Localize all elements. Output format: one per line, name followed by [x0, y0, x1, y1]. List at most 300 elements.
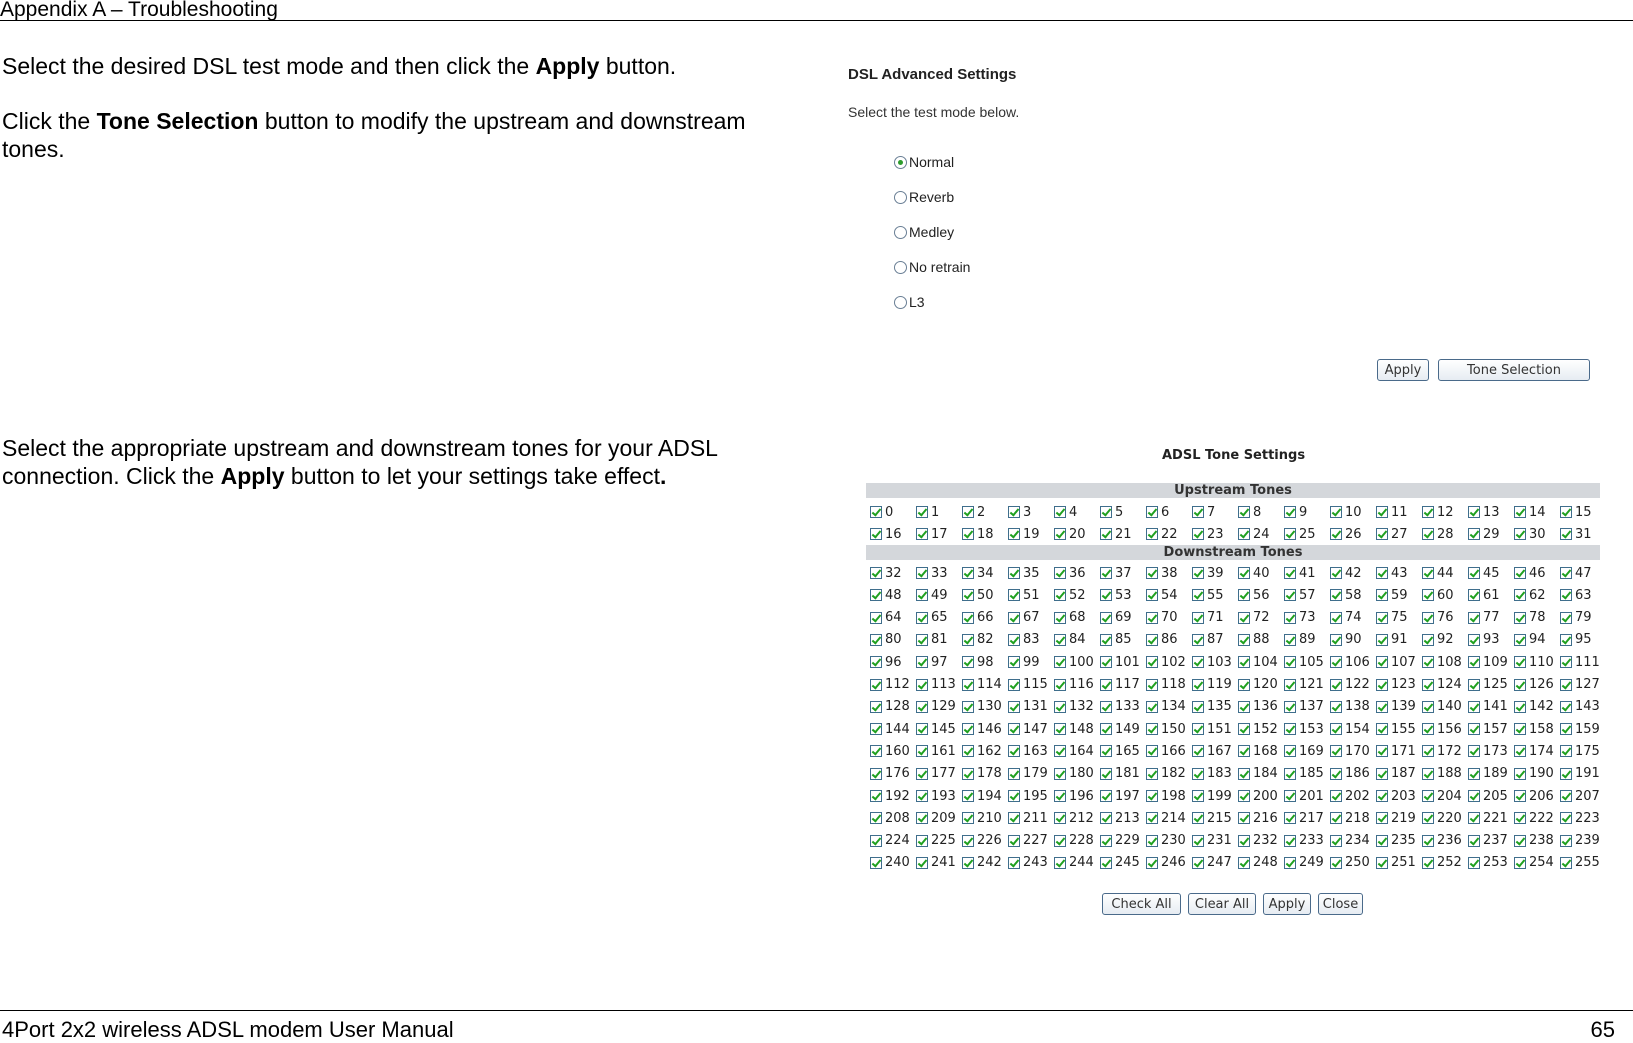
checkbox-checked-icon[interactable] [1100, 835, 1112, 847]
checkbox-checked-icon[interactable] [1514, 835, 1526, 847]
checkbox-checked-icon[interactable] [1560, 612, 1572, 624]
checkbox-checked-icon[interactable] [916, 634, 928, 646]
tone-option-240[interactable] [870, 854, 910, 872]
tone-apply-button[interactable]: Apply [1263, 893, 1311, 915]
tone-option-46[interactable] [1514, 564, 1546, 582]
tone-option-171[interactable] [1376, 742, 1416, 760]
tone-option-66[interactable] [962, 609, 994, 627]
tone-option-145[interactable] [916, 720, 956, 738]
checkbox-checked-icon[interactable] [1192, 506, 1204, 518]
tone-option-138[interactable] [1330, 698, 1370, 716]
tone-option-187[interactable] [1376, 765, 1416, 783]
checkbox-checked-icon[interactable] [870, 589, 882, 601]
checkbox-checked-icon[interactable] [1284, 567, 1296, 579]
tone-option-17[interactable] [916, 525, 948, 543]
checkbox-checked-icon[interactable] [1560, 656, 1572, 668]
tone-option-191[interactable] [1560, 765, 1600, 783]
checkbox-checked-icon[interactable] [1514, 679, 1526, 691]
tone-option-57[interactable] [1284, 586, 1316, 604]
checkbox-checked-icon[interactable] [870, 723, 882, 735]
tone-option-99[interactable] [1008, 653, 1040, 671]
checkbox-checked-icon[interactable] [916, 745, 928, 757]
checkbox-checked-icon[interactable] [1054, 634, 1066, 646]
checkbox-checked-icon[interactable] [962, 812, 974, 824]
checkbox-checked-icon[interactable] [1422, 723, 1434, 735]
checkbox-checked-icon[interactable] [1376, 567, 1388, 579]
checkbox-checked-icon[interactable] [1192, 634, 1204, 646]
tone-option-44[interactable] [1422, 564, 1454, 582]
checkbox-checked-icon[interactable] [1192, 567, 1204, 579]
checkbox-checked-icon[interactable] [1560, 701, 1572, 713]
checkbox-checked-icon[interactable] [1468, 723, 1480, 735]
tone-option-159[interactable] [1560, 720, 1600, 738]
tone-option-249[interactable] [1284, 854, 1324, 872]
checkbox-checked-icon[interactable] [1238, 612, 1250, 624]
checkbox-checked-icon[interactable] [870, 857, 882, 869]
tone-option-56[interactable] [1238, 586, 1270, 604]
checkbox-checked-icon[interactable] [1376, 835, 1388, 847]
checkbox-checked-icon[interactable] [1238, 656, 1250, 668]
tone-option-131[interactable] [1008, 698, 1048, 716]
tone-option-237[interactable] [1468, 832, 1508, 850]
checkbox-checked-icon[interactable] [1192, 768, 1204, 780]
tone-option-127[interactable] [1560, 676, 1600, 694]
radio-icon[interactable] [894, 191, 907, 204]
checkbox-checked-icon[interactable] [1468, 857, 1480, 869]
checkbox-checked-icon[interactable] [1560, 768, 1572, 780]
checkbox-checked-icon[interactable] [1100, 745, 1112, 757]
tone-option-73[interactable] [1284, 609, 1316, 627]
tone-option-7[interactable] [1192, 503, 1215, 521]
tone-option-91[interactable] [1376, 631, 1408, 649]
checkbox-checked-icon[interactable] [1146, 589, 1158, 601]
tone-option-130[interactable] [962, 698, 1002, 716]
checkbox-checked-icon[interactable] [870, 634, 882, 646]
tone-option-136[interactable] [1238, 698, 1278, 716]
tone-option-219[interactable] [1376, 809, 1416, 827]
checkbox-checked-icon[interactable] [1514, 589, 1526, 601]
checkbox-checked-icon[interactable] [1284, 679, 1296, 691]
tone-option-98[interactable] [962, 653, 994, 671]
tone-option-12[interactable] [1422, 503, 1454, 521]
tone-option-27[interactable] [1376, 525, 1408, 543]
tone-option-192[interactable] [870, 787, 910, 805]
checkbox-checked-icon[interactable] [1330, 528, 1342, 540]
tone-option-93[interactable] [1468, 631, 1500, 649]
tone-option-23[interactable] [1192, 525, 1224, 543]
checkbox-checked-icon[interactable] [1100, 857, 1112, 869]
checkbox-checked-icon[interactable] [1330, 567, 1342, 579]
tone-option-165[interactable] [1100, 742, 1140, 760]
checkbox-checked-icon[interactable] [1330, 679, 1342, 691]
checkbox-checked-icon[interactable] [1468, 506, 1480, 518]
checkbox-checked-icon[interactable] [1146, 701, 1158, 713]
tone-option-181[interactable] [1100, 765, 1140, 783]
tone-option-92[interactable] [1422, 631, 1454, 649]
tone-option-253[interactable] [1468, 854, 1508, 872]
checkbox-checked-icon[interactable] [1376, 634, 1388, 646]
tone-option-150[interactable] [1146, 720, 1186, 738]
tone-option-80[interactable] [870, 631, 902, 649]
checkbox-checked-icon[interactable] [1514, 567, 1526, 579]
tone-option-39[interactable] [1192, 564, 1224, 582]
tone-option-239[interactable] [1560, 832, 1600, 850]
checkbox-checked-icon[interactable] [1008, 656, 1020, 668]
checkbox-checked-icon[interactable] [870, 528, 882, 540]
checkbox-checked-icon[interactable] [1146, 634, 1158, 646]
checkbox-checked-icon[interactable] [916, 589, 928, 601]
tone-option-244[interactable] [1054, 854, 1094, 872]
tone-option-74[interactable] [1330, 609, 1362, 627]
tone-option-83[interactable] [1008, 631, 1040, 649]
tone-option-59[interactable] [1376, 586, 1408, 604]
tone-option-77[interactable] [1468, 609, 1500, 627]
checkbox-checked-icon[interactable] [916, 835, 928, 847]
checkbox-checked-icon[interactable] [962, 528, 974, 540]
checkbox-checked-icon[interactable] [1100, 612, 1112, 624]
checkbox-checked-icon[interactable] [1376, 589, 1388, 601]
tone-option-33[interactable] [916, 564, 948, 582]
checkbox-checked-icon[interactable] [1330, 656, 1342, 668]
tone-option-177[interactable] [916, 765, 956, 783]
tone-option-140[interactable] [1422, 698, 1462, 716]
tone-option-164[interactable] [1054, 742, 1094, 760]
checkbox-checked-icon[interactable] [1192, 745, 1204, 757]
checkbox-checked-icon[interactable] [1284, 723, 1296, 735]
tone-option-126[interactable] [1514, 676, 1554, 694]
checkbox-checked-icon[interactable] [870, 835, 882, 847]
tone-option-179[interactable] [1008, 765, 1048, 783]
checkbox-checked-icon[interactable] [962, 768, 974, 780]
tone-selection-button[interactable]: Tone Selection [1438, 359, 1590, 381]
tone-option-13[interactable] [1468, 503, 1500, 521]
tone-option-238[interactable] [1514, 832, 1554, 850]
tone-option-47[interactable] [1560, 564, 1592, 582]
checkbox-checked-icon[interactable] [870, 679, 882, 691]
checkbox-checked-icon[interactable] [1238, 857, 1250, 869]
checkbox-checked-icon[interactable] [1468, 790, 1480, 802]
checkbox-checked-icon[interactable] [1514, 634, 1526, 646]
checkbox-checked-icon[interactable] [1192, 790, 1204, 802]
tone-option-61[interactable] [1468, 586, 1500, 604]
tone-option-153[interactable] [1284, 720, 1324, 738]
checkbox-checked-icon[interactable] [1284, 506, 1296, 518]
tone-option-196[interactable] [1054, 787, 1094, 805]
tone-option-160[interactable] [870, 742, 910, 760]
checkbox-checked-icon[interactable] [1146, 790, 1158, 802]
radio-icon[interactable] [894, 261, 907, 274]
checkbox-checked-icon[interactable] [1238, 768, 1250, 780]
checkbox-checked-icon[interactable] [1468, 634, 1480, 646]
tone-option-212[interactable] [1054, 809, 1094, 827]
tone-option-0[interactable] [870, 503, 893, 521]
checkbox-checked-icon[interactable] [1376, 679, 1388, 691]
tone-option-86[interactable] [1146, 631, 1178, 649]
checkbox-checked-icon[interactable] [1008, 812, 1020, 824]
tone-option-50[interactable] [962, 586, 994, 604]
checkbox-checked-icon[interactable] [1008, 528, 1020, 540]
checkbox-checked-icon[interactable] [1560, 857, 1572, 869]
checkbox-checked-icon[interactable] [1192, 701, 1204, 713]
checkbox-checked-icon[interactable] [1560, 790, 1572, 802]
tone-option-193[interactable] [916, 787, 956, 805]
checkbox-checked-icon[interactable] [870, 768, 882, 780]
tone-option-254[interactable] [1514, 854, 1554, 872]
checkbox-checked-icon[interactable] [1422, 679, 1434, 691]
mode-option-medley[interactable]: Medley [894, 224, 954, 240]
tone-option-176[interactable] [870, 765, 910, 783]
tone-option-109[interactable] [1468, 653, 1508, 671]
checkbox-checked-icon[interactable] [916, 528, 928, 540]
tone-option-75[interactable] [1376, 609, 1408, 627]
checkbox-checked-icon[interactable] [916, 679, 928, 691]
tone-option-182[interactable] [1146, 765, 1186, 783]
checkbox-checked-icon[interactable] [1008, 723, 1020, 735]
checkbox-checked-icon[interactable] [1238, 679, 1250, 691]
tone-option-155[interactable] [1376, 720, 1416, 738]
tone-option-128[interactable] [870, 698, 910, 716]
tone-option-1[interactable] [916, 503, 939, 521]
checkbox-checked-icon[interactable] [1422, 634, 1434, 646]
tone-option-250[interactable] [1330, 854, 1370, 872]
checkbox-checked-icon[interactable] [1192, 528, 1204, 540]
checkbox-checked-icon[interactable] [870, 701, 882, 713]
checkbox-checked-icon[interactable] [1054, 857, 1066, 869]
checkbox-checked-icon[interactable] [1422, 812, 1434, 824]
checkbox-checked-icon[interactable] [1054, 745, 1066, 757]
tone-option-37[interactable] [1100, 564, 1132, 582]
tone-option-147[interactable] [1008, 720, 1048, 738]
tone-option-208[interactable] [870, 809, 910, 827]
tone-option-122[interactable] [1330, 676, 1370, 694]
checkbox-checked-icon[interactable] [916, 790, 928, 802]
checkbox-checked-icon[interactable] [1238, 835, 1250, 847]
checkbox-checked-icon[interactable] [1330, 612, 1342, 624]
tone-option-15[interactable] [1560, 503, 1592, 521]
tone-option-194[interactable] [962, 787, 1002, 805]
tone-option-43[interactable] [1376, 564, 1408, 582]
tone-option-184[interactable] [1238, 765, 1278, 783]
checkbox-checked-icon[interactable] [1422, 857, 1434, 869]
tone-option-104[interactable] [1238, 653, 1278, 671]
tone-option-53[interactable] [1100, 586, 1132, 604]
checkbox-checked-icon[interactable] [1146, 567, 1158, 579]
checkbox-checked-icon[interactable] [1008, 679, 1020, 691]
tone-option-183[interactable] [1192, 765, 1232, 783]
checkbox-checked-icon[interactable] [1192, 835, 1204, 847]
tone-option-204[interactable] [1422, 787, 1462, 805]
checkbox-checked-icon[interactable] [1100, 701, 1112, 713]
checkbox-checked-icon[interactable] [1514, 790, 1526, 802]
tone-option-69[interactable] [1100, 609, 1132, 627]
checkbox-checked-icon[interactable] [1330, 768, 1342, 780]
checkbox-checked-icon[interactable] [962, 612, 974, 624]
checkbox-checked-icon[interactable] [1100, 679, 1112, 691]
tone-option-119[interactable] [1192, 676, 1232, 694]
tone-option-84[interactable] [1054, 631, 1086, 649]
checkbox-checked-icon[interactable] [1468, 589, 1480, 601]
tone-option-209[interactable] [916, 809, 956, 827]
tone-option-146[interactable] [962, 720, 1002, 738]
tone-option-71[interactable] [1192, 609, 1224, 627]
tone-option-172[interactable] [1422, 742, 1462, 760]
tone-option-111[interactable] [1560, 653, 1600, 671]
tone-option-87[interactable] [1192, 631, 1224, 649]
tone-option-214[interactable] [1146, 809, 1186, 827]
checkbox-checked-icon[interactable] [1330, 506, 1342, 518]
checkbox-checked-icon[interactable] [1284, 701, 1296, 713]
checkbox-checked-icon[interactable] [1146, 745, 1158, 757]
tone-option-114[interactable] [962, 676, 1002, 694]
tone-option-202[interactable] [1330, 787, 1370, 805]
tone-option-137[interactable] [1284, 698, 1324, 716]
apply-button[interactable]: Apply [1377, 359, 1429, 381]
tone-option-101[interactable] [1100, 653, 1140, 671]
checkbox-checked-icon[interactable] [1238, 567, 1250, 579]
checkbox-checked-icon[interactable] [1422, 701, 1434, 713]
tone-option-108[interactable] [1422, 653, 1462, 671]
tone-option-201[interactable] [1284, 787, 1324, 805]
tone-option-18[interactable] [962, 525, 994, 543]
checkbox-checked-icon[interactable] [1284, 790, 1296, 802]
tone-option-186[interactable] [1330, 765, 1370, 783]
checkbox-checked-icon[interactable] [1560, 812, 1572, 824]
checkbox-checked-icon[interactable] [1422, 745, 1434, 757]
tone-option-200[interactable] [1238, 787, 1278, 805]
checkbox-checked-icon[interactable] [1560, 835, 1572, 847]
tone-option-97[interactable] [916, 653, 948, 671]
tone-option-10[interactable] [1330, 503, 1362, 521]
checkbox-checked-icon[interactable] [1284, 835, 1296, 847]
tone-option-178[interactable] [962, 765, 1002, 783]
checkbox-checked-icon[interactable] [1422, 656, 1434, 668]
checkbox-checked-icon[interactable] [1054, 790, 1066, 802]
checkbox-checked-icon[interactable] [1054, 612, 1066, 624]
checkbox-checked-icon[interactable] [1422, 835, 1434, 847]
tone-option-55[interactable] [1192, 586, 1224, 604]
checkbox-checked-icon[interactable] [1054, 567, 1066, 579]
tone-option-154[interactable] [1330, 720, 1370, 738]
checkbox-checked-icon[interactable] [1376, 723, 1388, 735]
tone-option-139[interactable] [1376, 698, 1416, 716]
radio-icon[interactable] [894, 226, 907, 239]
checkbox-checked-icon[interactable] [1468, 768, 1480, 780]
checkbox-checked-icon[interactable] [1422, 612, 1434, 624]
checkbox-checked-icon[interactable] [1054, 589, 1066, 601]
tone-option-6[interactable] [1146, 503, 1169, 521]
checkbox-checked-icon[interactable] [1054, 701, 1066, 713]
checkbox-checked-icon[interactable] [1284, 768, 1296, 780]
tone-option-156[interactable] [1422, 720, 1462, 738]
checkbox-checked-icon[interactable] [1284, 634, 1296, 646]
tone-option-134[interactable] [1146, 698, 1186, 716]
tone-option-30[interactable] [1514, 525, 1546, 543]
checkbox-checked-icon[interactable] [1146, 656, 1158, 668]
checkbox-checked-icon[interactable] [1514, 656, 1526, 668]
tone-option-28[interactable] [1422, 525, 1454, 543]
tone-option-90[interactable] [1330, 631, 1362, 649]
checkbox-checked-icon[interactable] [916, 612, 928, 624]
checkbox-checked-icon[interactable] [1560, 745, 1572, 757]
tone-option-94[interactable] [1514, 631, 1546, 649]
tone-option-8[interactable] [1238, 503, 1261, 521]
checkbox-checked-icon[interactable] [1468, 567, 1480, 579]
checkbox-checked-icon[interactable] [1330, 723, 1342, 735]
checkbox-checked-icon[interactable] [1238, 528, 1250, 540]
checkbox-checked-icon[interactable] [1422, 528, 1434, 540]
checkbox-checked-icon[interactable] [1284, 745, 1296, 757]
tone-option-207[interactable] [1560, 787, 1600, 805]
tone-option-213[interactable] [1100, 809, 1140, 827]
checkbox-checked-icon[interactable] [1330, 835, 1342, 847]
tone-option-224[interactable] [870, 832, 910, 850]
checkbox-checked-icon[interactable] [962, 723, 974, 735]
tone-option-235[interactable] [1376, 832, 1416, 850]
tone-option-189[interactable] [1468, 765, 1508, 783]
checkbox-checked-icon[interactable] [1284, 812, 1296, 824]
checkbox-checked-icon[interactable] [1146, 528, 1158, 540]
checkbox-checked-icon[interactable] [870, 656, 882, 668]
tone-option-19[interactable] [1008, 525, 1040, 543]
tone-option-85[interactable] [1100, 631, 1132, 649]
tone-option-170[interactable] [1330, 742, 1370, 760]
checkbox-checked-icon[interactable] [1100, 506, 1112, 518]
checkbox-checked-icon[interactable] [1376, 857, 1388, 869]
tone-option-38[interactable] [1146, 564, 1178, 582]
tone-option-243[interactable] [1008, 854, 1048, 872]
checkbox-checked-icon[interactable] [1238, 506, 1250, 518]
tone-option-62[interactable] [1514, 586, 1546, 604]
tone-option-35[interactable] [1008, 564, 1040, 582]
tone-option-227[interactable] [1008, 832, 1048, 850]
checkbox-checked-icon[interactable] [870, 567, 882, 579]
tone-option-120[interactable] [1238, 676, 1278, 694]
checkbox-checked-icon[interactable] [870, 812, 882, 824]
checkbox-checked-icon[interactable] [916, 857, 928, 869]
checkbox-checked-icon[interactable] [1422, 589, 1434, 601]
checkbox-checked-icon[interactable] [1514, 723, 1526, 735]
checkbox-checked-icon[interactable] [1330, 790, 1342, 802]
tone-option-3[interactable] [1008, 503, 1031, 521]
checkbox-checked-icon[interactable] [1468, 656, 1480, 668]
checkbox-checked-icon[interactable] [1192, 589, 1204, 601]
checkbox-checked-icon[interactable] [1100, 634, 1112, 646]
tone-option-121[interactable] [1284, 676, 1324, 694]
tone-option-225[interactable] [916, 832, 956, 850]
tone-option-14[interactable] [1514, 503, 1546, 521]
checkbox-checked-icon[interactable] [1422, 567, 1434, 579]
tone-option-205[interactable] [1468, 787, 1508, 805]
tone-option-110[interactable] [1514, 653, 1554, 671]
checkbox-checked-icon[interactable] [1008, 768, 1020, 780]
checkbox-checked-icon[interactable] [962, 701, 974, 713]
tone-option-89[interactable] [1284, 631, 1316, 649]
tone-option-76[interactable] [1422, 609, 1454, 627]
checkbox-checked-icon[interactable] [1468, 812, 1480, 824]
checkbox-checked-icon[interactable] [1514, 701, 1526, 713]
checkbox-checked-icon[interactable] [962, 857, 974, 869]
tone-option-26[interactable] [1330, 525, 1362, 543]
checkbox-checked-icon[interactable] [1376, 612, 1388, 624]
checkbox-checked-icon[interactable] [870, 506, 882, 518]
tone-option-175[interactable] [1560, 742, 1600, 760]
checkbox-checked-icon[interactable] [1238, 812, 1250, 824]
tone-option-135[interactable] [1192, 698, 1232, 716]
checkbox-checked-icon[interactable] [1192, 612, 1204, 624]
checkbox-checked-icon[interactable] [1560, 528, 1572, 540]
checkbox-checked-icon[interactable] [1192, 679, 1204, 691]
tone-option-251[interactable] [1376, 854, 1416, 872]
